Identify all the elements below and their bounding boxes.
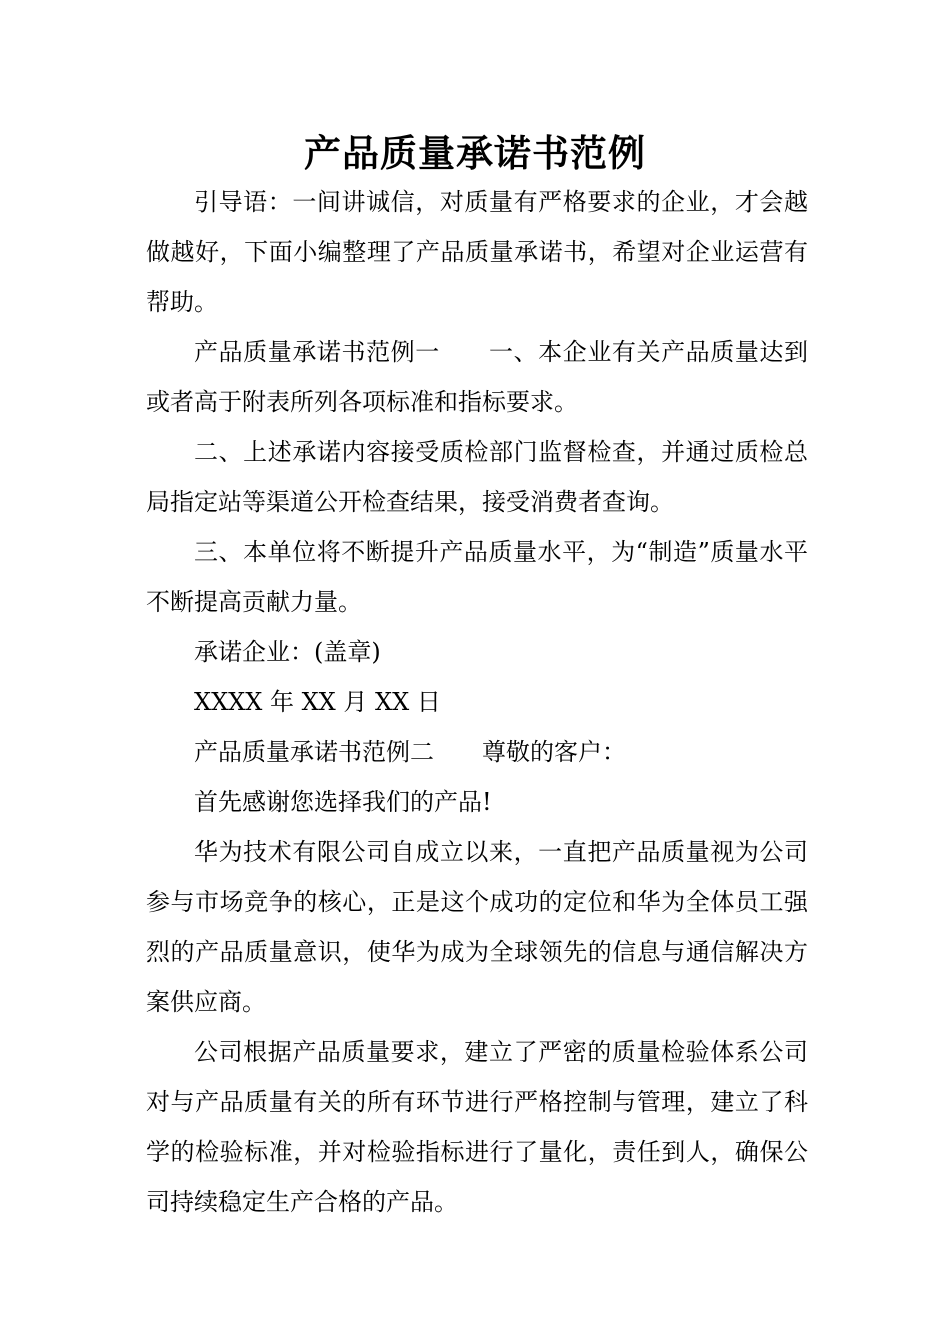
paragraph-thanks: 首先感谢您选择我们的产品! (194, 788, 492, 816)
document-body (146, 177, 808, 1227)
paragraph-example-two: 产品质量承诺书范例二 尊敬的客户： (194, 738, 626, 766)
paragraph-clause-two: 二、上述承诺内容接受质检部门监督检查，并通过质检总局指定站等渠道公开检查结果，接受消费者查询。 (146, 438, 808, 516)
paragraph-intro: 引导语：一间讲诚信，对质量有严格要求的企业，才会越做越好，下面小编整理了产品质量承诺书，希望对企业运营有帮助。 (146, 188, 808, 316)
document-title: 产品质量承诺书范例 (304, 131, 646, 175)
paragraph-clause-three: 三、本单位将不断提升产品质量水平，为“制造”质量水平不断提高贡献力量。 (146, 538, 808, 616)
paragraph-date: XXXX 年 XX 月 XX 日 (194, 688, 441, 716)
paragraph-quality-system: 公司根据产品质量要求，建立了严密的质量检验体系公司对与产品质量有关的所有环节进行严格控制与管理，建立了科学的检验标准，并对检验指标进行了量化，责任到人，确保公司持续稳定生产合格的产品。 (146, 1038, 808, 1216)
paragraph-signature: 承诺企业：(盖章) (194, 638, 381, 666)
paragraph-example-one: 产品质量承诺书范例一 一、本企业有关产品质量达到或者高于附表所列各项标准和指标要求。 (146, 338, 808, 416)
paragraph-company-intro: 华为技术有限公司自成立以来，一直把产品质量视为公司参与市场竞争的核心，正是这个成功的定位和华为全体员工强烈的产品质量意识，使华为成为全球领先的信息与通信解决方案供应商。 (146, 838, 808, 1016)
